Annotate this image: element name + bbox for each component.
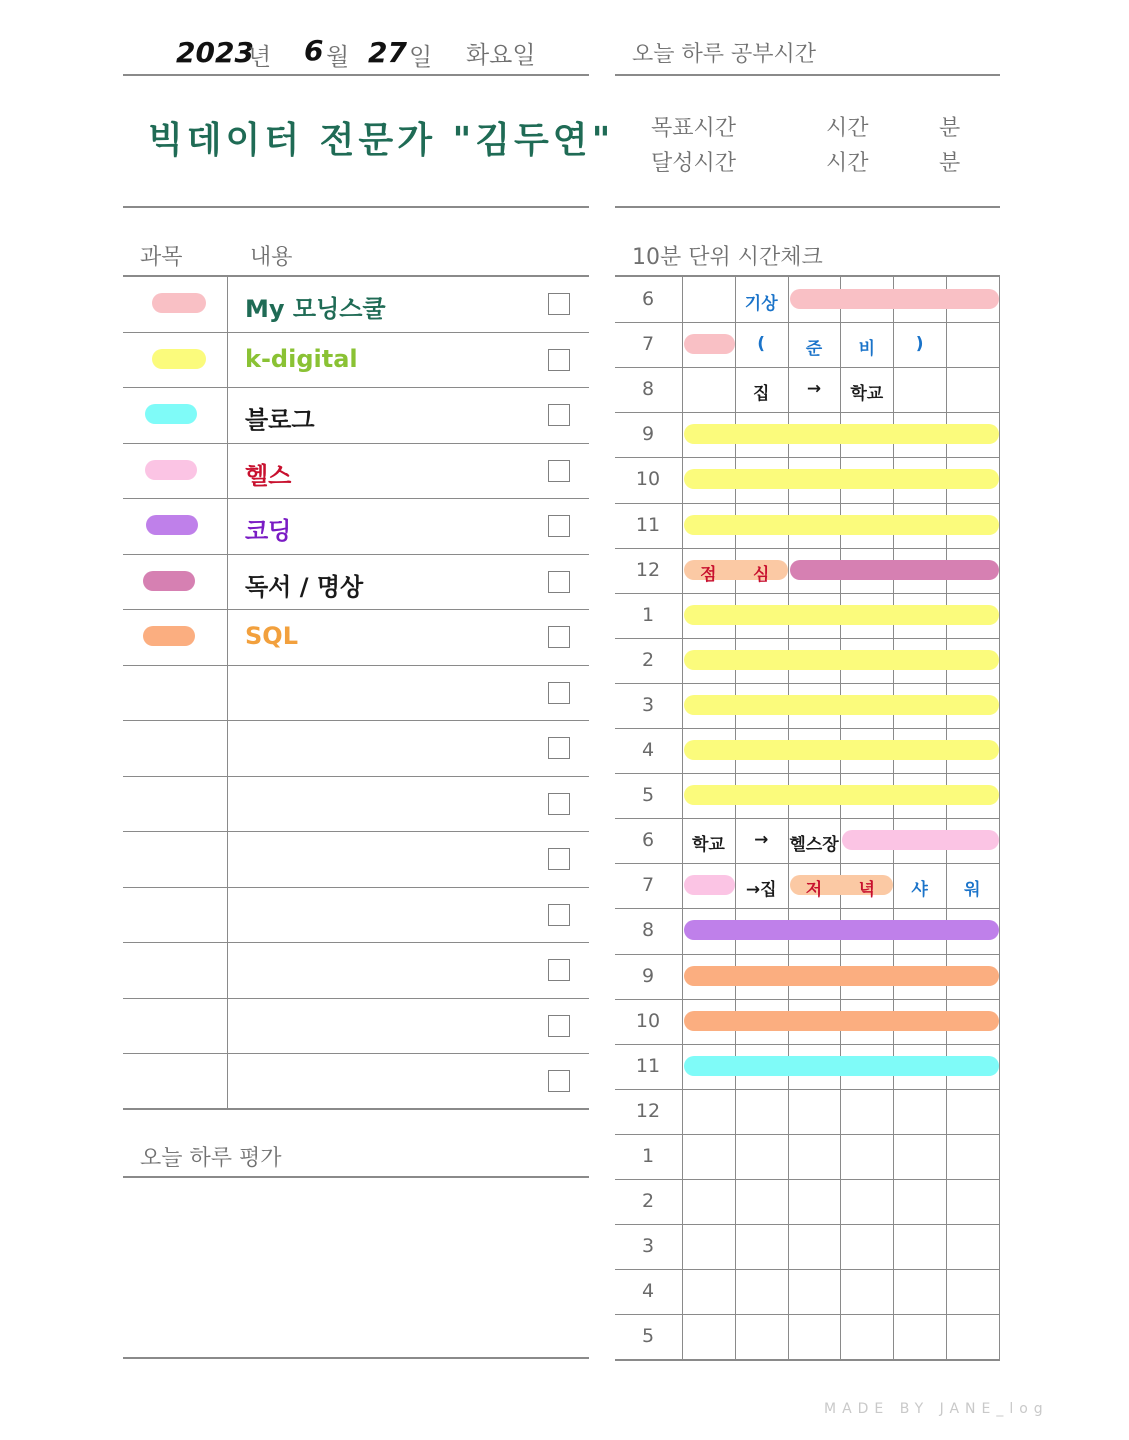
time-cell-note: 헬스장 [789,835,839,856]
hour-label: 2 [641,648,655,671]
hour-label: 6 [641,829,655,852]
todo-checkbox[interactable] [548,460,570,482]
achieved-minute-unit: 분 [939,151,961,176]
time-cell-note: 학교 [691,835,725,856]
time-block-marker [684,785,999,805]
grid-row-line [615,728,1000,729]
study-time-title: 오늘 하루 공부시간 [632,42,817,67]
grid-row-line [615,1314,1000,1315]
hour-label: 7 [641,874,655,897]
time-block-marker [684,424,999,444]
todo-checkbox[interactable] [548,571,570,593]
subject-color-marker [152,293,206,313]
time-cell-note: 저 [805,880,823,901]
grid-row-line [615,1179,1000,1180]
time-cell-note: 워 [964,880,981,901]
todo-checkbox[interactable] [548,848,570,870]
evaluation-title: 오늘 하루 평가 [140,1146,282,1171]
day-unit: 일 [409,43,433,71]
time-cell-note: ) [915,334,924,355]
row-divider [123,887,589,888]
hour-label: 2 [641,1190,655,1212]
hour-label: 1 [641,1144,655,1167]
grid-row-line [615,367,1000,368]
time-cell-note: 심 [752,564,770,585]
grid-row-line [615,908,1000,909]
hour-label: 12 [635,1099,661,1122]
footer-credit: MADE BY JANE_log [824,1401,1049,1417]
todo-checkbox[interactable] [548,904,570,926]
grid-row-line [615,457,1000,458]
grid-row-line [615,322,1000,323]
subject-color-marker [143,571,195,591]
grid-row-line [615,593,1000,594]
time-cell-note: 준 [805,339,823,360]
evaluation-area[interactable] [123,1178,589,1356]
row-divider [123,498,589,499]
row-divider [123,609,589,610]
divider [615,1359,1000,1361]
todo-content[interactable]: 블로그 [245,406,315,434]
time-block-marker [684,1011,999,1031]
time-block-marker [684,469,999,489]
todo-checkbox[interactable] [548,349,570,371]
hour-label: 9 [641,964,655,987]
time-block-marker [684,966,999,986]
hour-label: 10 [635,1009,661,1032]
month-unit: 월 [326,43,350,71]
time-block-marker [684,695,999,715]
grid-row-line [615,548,1000,549]
row-divider [123,720,589,721]
time-block-marker [790,289,999,309]
time-cell-note: → [806,379,822,400]
row-divider [123,1053,589,1054]
hour-label: 7 [641,333,655,356]
time-cell-note: → [754,830,769,851]
time-cell-note: 집 [752,384,770,405]
year-unit: 년 [248,43,272,71]
hour-label: 5 [641,784,655,807]
row-divider [123,942,589,943]
todo-content[interactable]: 헬스 [245,461,292,490]
hour-label: 8 [641,378,655,401]
divider [123,1108,589,1110]
subject-color-marker [145,460,197,480]
divider [615,74,1000,76]
day-value: 27 [368,36,407,69]
divider [123,206,589,208]
hour-label: 12 [635,558,661,581]
todo-checkbox[interactable] [548,515,570,537]
grid-row-line [615,954,1000,955]
hour-label: 6 [641,288,655,310]
divider [123,74,589,76]
time-cell-note: 기상 [744,294,778,314]
grid-row-line [615,1089,1000,1090]
time-cell-note: 비 [858,339,875,360]
month-value: 6 [304,34,324,67]
hour-label: 1 [641,603,655,626]
grid-row-line [615,773,1000,774]
time-block-marker [790,560,999,580]
todo-content[interactable]: SQL [245,622,298,650]
achieved-hour-unit: 시간 [826,151,869,176]
todo-checkbox[interactable] [548,793,570,815]
time-block-marker [684,875,735,895]
grid-row-line [615,999,1000,1000]
column-divider [227,276,228,1109]
time-cell-note: 학교 [850,384,884,405]
time-block-marker [842,830,998,850]
content-column-header: 내용 [250,245,293,270]
year-value: 2023 [176,36,254,69]
hour-label: 4 [641,739,655,761]
subject-color-marker [145,404,197,424]
grid-row-line [615,683,1000,684]
hour-label: 4 [641,1280,655,1303]
grid-row-line [615,1269,1000,1270]
todo-checkbox[interactable] [548,404,570,426]
time-cell-note: 녁 [858,880,875,901]
hour-label: 8 [641,919,655,942]
divider [615,206,1000,208]
row-divider [123,387,589,388]
grid-row-line [615,1224,1000,1225]
row-divider [123,332,589,333]
subject-color-marker [146,515,198,535]
time-block-marker [684,650,999,670]
row-divider [123,554,589,555]
grid-row-line [615,638,1000,639]
divider [123,275,589,277]
grid-row-line [615,1134,1000,1135]
hour-label: 3 [641,693,655,716]
hour-label: 10 [635,468,661,491]
row-divider [123,998,589,999]
row-divider [123,776,589,777]
todo-checkbox[interactable] [548,959,570,981]
grid-row-line [615,503,1000,504]
time-block-marker [684,334,735,354]
grid-row-line [615,863,1000,864]
time-block-marker [684,740,999,760]
grid-row-line [615,412,1000,413]
grid-column-line [682,277,683,1359]
todo-content[interactable]: 코딩 [245,517,292,545]
todo-checkbox[interactable] [548,293,570,315]
divider [123,1357,589,1359]
row-divider [123,831,589,832]
todo-checkbox[interactable] [548,682,570,704]
hour-label: 9 [641,423,655,446]
grid-column-line [999,277,1000,1359]
todo-checkbox[interactable] [548,1015,570,1037]
row-divider [123,665,589,666]
achieved-time-label: 달성시간 [651,151,737,176]
time-cell-note: 샤 [911,880,928,901]
hour-label: 11 [635,513,661,536]
todo-checkbox[interactable] [548,626,570,648]
todo-content[interactable]: 독서 / 명상 [245,572,364,601]
hour-label: 11 [635,1054,661,1077]
timecheck-title: 10분 단위 시간체크 [632,245,823,270]
subject-color-marker [143,626,195,646]
row-divider [123,443,589,444]
todo-checkbox[interactable] [548,1070,570,1092]
time-cell-note: 점 [700,564,717,585]
subject-column-header: 과목 [140,245,183,270]
time-block-marker [684,920,999,940]
todo-content[interactable]: My 모닝스쿨 [245,295,386,323]
target-hour-unit: 시간 [826,116,869,141]
hour-label: 3 [641,1235,655,1258]
divider [615,275,1000,277]
time-block-marker [684,1056,999,1076]
weekday: 화요일 [466,41,536,69]
subject-color-marker [152,349,206,369]
time-block-marker [684,515,999,535]
grid-row-line [615,1044,1000,1045]
time-block-marker [684,605,999,625]
target-minute-unit: 분 [939,116,961,141]
todo-checkbox[interactable] [548,737,570,759]
time-cell-note: →집 [745,880,777,901]
target-time-label: 목표시간 [651,116,737,141]
todo-content[interactable]: k-digital [245,344,358,373]
hour-label: 5 [641,1325,655,1348]
time-cell-note: ( [757,334,766,355]
grid-row-line [615,818,1000,819]
goal-title: 빅데이터 전문가 "김두연" [148,120,615,161]
